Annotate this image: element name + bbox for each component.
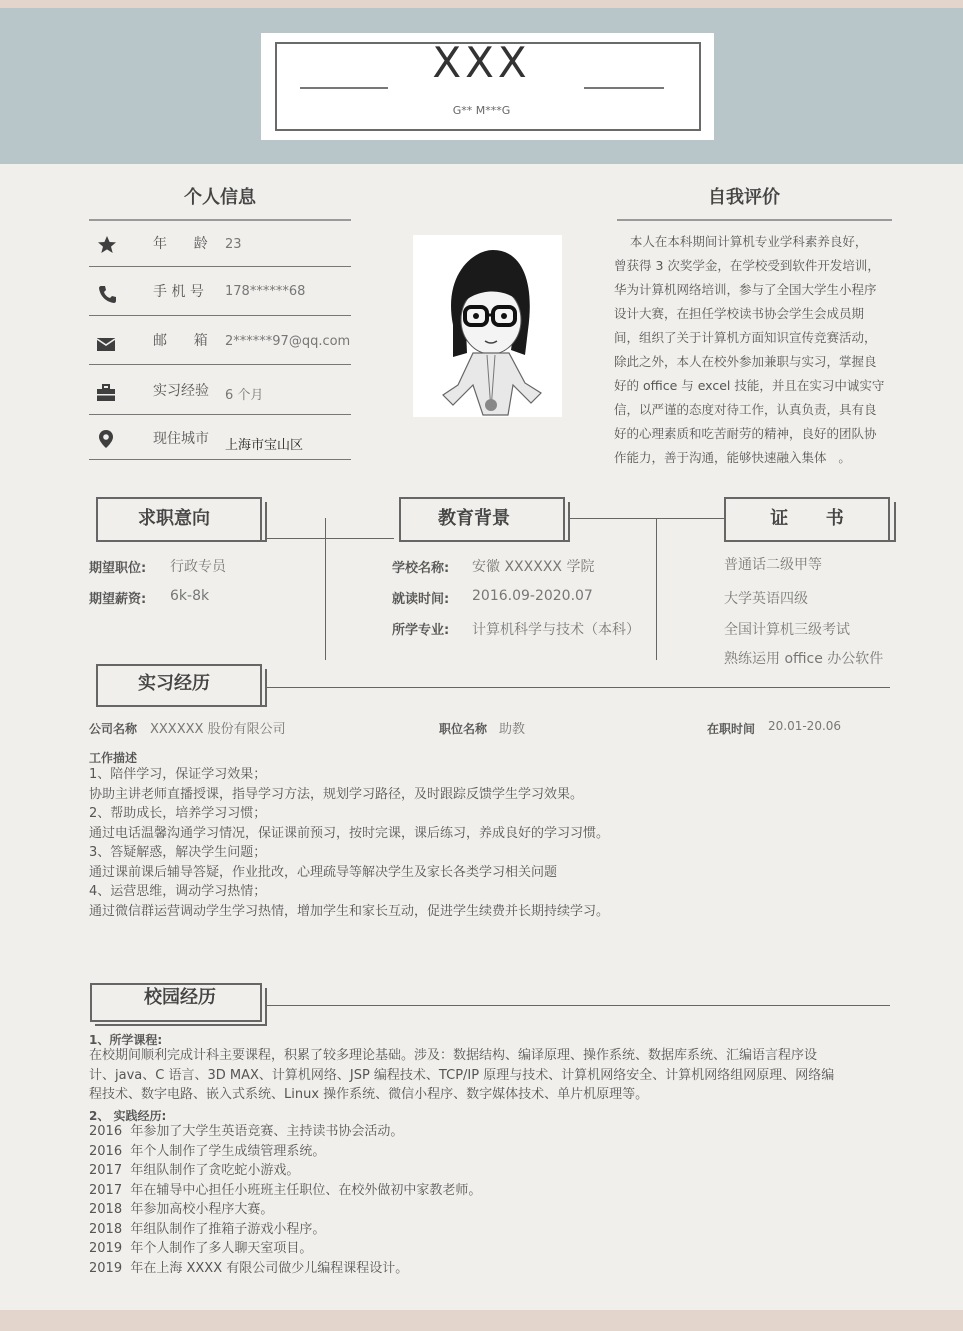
work-desc-line: 4、运营思维，调动学习热情；	[89, 884, 267, 899]
work-desc-line: 通过微信群运营调动学生学习热情，增加学生和家长互动，促进学生续费并长期持续学习。	[89, 903, 610, 919]
self-eval-line: 华为计算机网络培训，参与了全国大学生小程序	[614, 282, 877, 297]
bottom-accent-bar	[0, 1310, 963, 1331]
practice-line: 2019 年在上海 XXXX 有限公司做少儿编程课程设计。	[89, 1260, 409, 1276]
certificate-item: 熟练运用 office 办公软件	[724, 651, 884, 667]
courses-line: 程技术、数字电路、嵌入式系统、Linux 操作系统、微信小程序、数字媒体技术、单片机原理等。	[89, 1087, 649, 1102]
campus-title: 校园经历	[144, 987, 216, 1008]
mail-icon	[96, 334, 116, 354]
work-desc-line: 协助主讲老师直播授课，指导学习方法，规划学习路径，及时跟踪反馈学生学习效果。	[89, 786, 584, 802]
major-label: 所学专业:	[392, 623, 450, 638]
work-desc-text	[89, 765, 889, 921]
school-value: 安徽 XXXXXX 学院	[472, 559, 595, 575]
expected-salary-label: 期望薪资:	[89, 592, 147, 607]
age-value: 23	[225, 237, 242, 252]
internship-exp-label: 实习经验	[153, 383, 209, 399]
self-eval-divider	[617, 219, 892, 221]
study-time-value: 2016.09-2020.07	[472, 588, 593, 604]
phone-label: 手 机 号	[153, 284, 204, 300]
connector-vline	[656, 518, 657, 660]
expected-position-label: 期望职位:	[89, 561, 147, 576]
expected-salary-value: 6k-8k	[170, 588, 210, 604]
self-eval-line: 好的 office 与 excel 技能，并且在实习中诚实守	[614, 378, 885, 393]
row-divider	[89, 459, 351, 460]
company-value: XXXXXX 股份有限公司	[150, 722, 286, 737]
row-divider	[89, 266, 351, 267]
major-value: 计算机科学与技术（本科）	[472, 622, 640, 638]
courses-line: 计、java、C 语言、3D MAX、计算机网络、JSP 编程技术、TCP/IP 原理与技术、计算机网络安全、计算机网络组网原理、网络编	[89, 1067, 835, 1083]
work-desc-line: 3、答疑解惑，解决学生问题；	[89, 845, 267, 860]
city-label: 现住城市	[153, 431, 209, 447]
practice-text	[89, 1122, 889, 1278]
connector-line	[266, 538, 394, 539]
city-value: 上海市宝山区	[225, 438, 304, 453]
work-desc-label: 工作描述	[89, 751, 138, 765]
practice-label: 2、 实践经历:	[89, 1109, 167, 1123]
star-icon	[97, 235, 117, 255]
internship-exp-value: 6 个月	[225, 388, 264, 403]
job-intent-title: 求职意向	[138, 508, 210, 529]
personal-info-title: 个人信息	[184, 187, 256, 208]
courses-text	[89, 1046, 889, 1105]
certificate-item: 大学英语四级	[724, 591, 808, 607]
school-label: 学校名称:	[392, 561, 450, 576]
row-divider	[89, 315, 351, 316]
company-label: 公司名称	[89, 722, 138, 736]
self-eval-line: 好的心理素质和吃苦耐劳的精神，良好的团队协	[614, 426, 877, 441]
work-desc-line: 1、陪伴学习，保证学习效果；	[89, 767, 267, 782]
practice-line: 2016 年参加了大学生英语竞赛、主持读书协会活动。	[89, 1124, 404, 1139]
connector-vline	[325, 518, 326, 660]
self-eval-line: 间，组织了关于计算机方面知识宣传竞赛活动，	[614, 330, 877, 345]
self-eval-line: 曾获得 3 次奖学金，在学校受到软件开发培训，	[614, 258, 880, 273]
work-period-label: 在职时间	[707, 722, 756, 736]
education-title: 教育背景	[438, 508, 510, 529]
work-desc-line: 通过课前课后辅导答疑，作业批改，心理疏导等解决学生及家长各类学习相关问题	[89, 864, 558, 880]
work-period-value: 20.01-20.06	[768, 719, 842, 733]
phone-icon	[97, 284, 117, 304]
self-eval-title: 自我评价	[708, 187, 780, 208]
job-title-label: 职位名称	[439, 722, 488, 736]
self-eval-text	[614, 230, 904, 470]
job-title-value: 助教	[499, 722, 526, 737]
courses-line: 在校期间顺利完成计科主要课程，积累了较多理论基础。涉及：数据结构、编译原理、操作系统、数据库系统、汇编语言程序设	[89, 1048, 818, 1063]
row-divider	[89, 414, 351, 415]
campus-line	[266, 1005, 890, 1006]
courses-label: 1、所学课程:	[89, 1033, 163, 1047]
practice-line: 2017 年在辅导中心担任小班班主任职位、在校外做初中家教老师。	[89, 1182, 482, 1198]
email-value: 2******97@qq.com	[225, 334, 351, 349]
certificate-item: 全国计算机三级考试	[724, 622, 850, 638]
phone-value: 178******68	[225, 284, 306, 299]
certificate-item: 普通话二级甲等	[724, 557, 822, 573]
briefcase-icon	[96, 383, 116, 403]
work-desc-line: 通过电话温馨沟通学习情况，保证课前预习，按时完课，课后练习，养成良好的学习习惯。	[89, 825, 610, 841]
name-divider-left	[300, 87, 388, 89]
top-accent-bar	[0, 0, 963, 8]
study-time-label: 就读时间:	[392, 592, 450, 607]
candidate-name: XXX	[432, 38, 531, 87]
location-pin-icon	[96, 429, 116, 449]
expected-position-value: 行政专员	[170, 559, 226, 575]
self-eval-line: 作能力，善于沟通，能够快速融入集体 。	[614, 450, 851, 465]
work-desc-line: 2、帮助成长，培养学习习惯；	[89, 806, 267, 821]
internship-line	[266, 687, 890, 688]
avatar	[413, 235, 562, 417]
connector-line	[570, 518, 724, 519]
internship-title: 实习经历	[138, 673, 210, 694]
practice-line: 2017 年组队制作了贪吃蛇小游戏。	[89, 1163, 300, 1178]
certificates-title: 证 书	[770, 508, 844, 529]
self-eval-line: 信，以严谨的态度对待工作，认真负责，具有良	[614, 402, 877, 417]
practice-line: 2018 年组队制作了推箱子游戏小程序。	[89, 1221, 326, 1237]
row-divider	[89, 364, 351, 365]
email-label: 邮 箱	[153, 333, 208, 349]
candidate-subtitle: G** M***G	[452, 104, 511, 117]
practice-line: 2018 年参加高校小程序大赛。	[89, 1202, 274, 1217]
self-eval-line: 设计大赛，在担任学校读书协会学生会成员期	[614, 306, 865, 321]
age-label: 年 龄	[153, 236, 208, 252]
self-eval-line: 本人在本科期间计算机专业学科素养良好，	[614, 234, 868, 249]
self-eval-line: 除此之外，本人在校外参加兼职与实习，掌握良	[614, 354, 877, 369]
name-divider-right	[584, 87, 664, 89]
practice-line: 2019 年个人制作了多人聊天室项目。	[89, 1241, 313, 1256]
personal-info-divider	[89, 219, 351, 221]
practice-line: 2016 年个人制作了学生成绩管理系统。	[89, 1143, 326, 1159]
